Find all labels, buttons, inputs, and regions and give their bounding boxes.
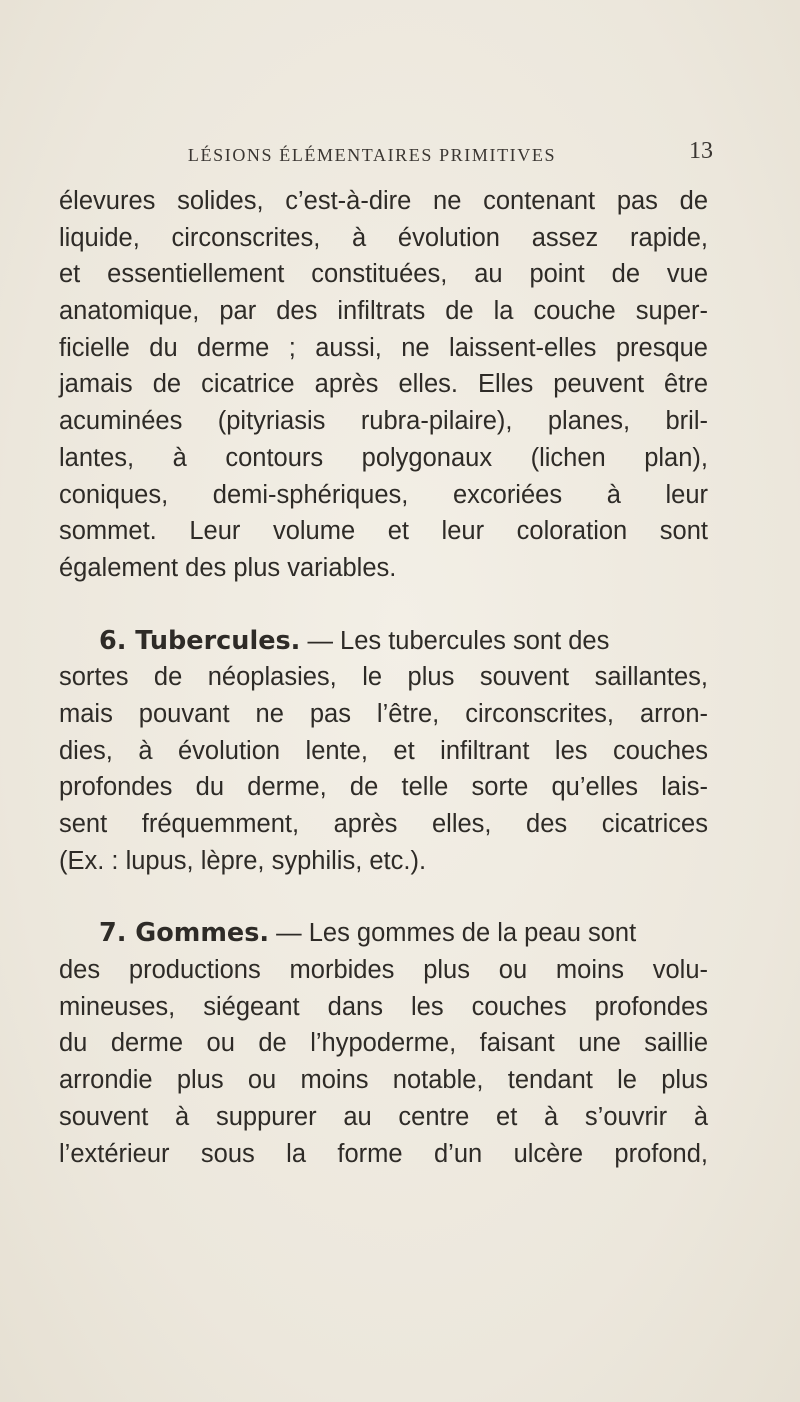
text-line: jamais de cicatrice après elles. Elles peuvent être bbox=[59, 370, 708, 399]
section-tubercules bbox=[59, 623, 708, 880]
text-line: profondes du derme, de telle sorte qu’elles lais- bbox=[59, 773, 708, 802]
section-heading: 7. Gommes. bbox=[99, 918, 270, 949]
body-text bbox=[59, 183, 708, 1172]
text-line: ficielle du derme ; aussi, ne laissent-elles presque bbox=[59, 333, 708, 362]
text-line: liquide, circonscrites, à évolution assez rapide, bbox=[59, 223, 708, 252]
section-heading: 6. Tubercules. bbox=[99, 625, 301, 656]
text-line: mineuses, siégeant dans les couches profondes bbox=[59, 992, 708, 1021]
text-line: du derme ou de l’hypoderme, faisant une saillie bbox=[59, 1029, 708, 1058]
text-line: élevures solides, c’est-à-dire ne contenant pas de bbox=[59, 187, 708, 215]
text-line: anatomique, par des infiltrats de la couche super- bbox=[59, 297, 708, 326]
page-number: 13 bbox=[689, 138, 713, 164]
section-gommes bbox=[59, 915, 708, 1172]
text-line: et essentiellement constituées, au point de vue bbox=[59, 260, 708, 289]
text-line: des productions morbides plus ou moins volu- bbox=[59, 956, 708, 985]
section-first-line bbox=[59, 623, 708, 660]
text-line: également des plus variables. bbox=[59, 553, 397, 582]
section-first-line-text: — Les gommes de la peau sont bbox=[269, 919, 637, 948]
text-line: acuminées (pityriasis rubra-pilaire), planes, bril- bbox=[59, 407, 708, 436]
text-line: lantes, à contours polygonaux (lichen plan), bbox=[59, 443, 708, 472]
paragraph-gap bbox=[59, 587, 708, 623]
text-line: sent fréquemment, après elles, des cicatrices bbox=[59, 810, 708, 838]
text-line: arrondie plus ou moins notable, tendant le plus bbox=[59, 1066, 708, 1095]
text-line: sommet. Leur volume et leur coloration sont bbox=[59, 517, 708, 546]
running-title: LÉSIONS ÉLÉMENTAIRES PRIMITIVES bbox=[187, 145, 557, 165]
text-line: dies, à évolution lente, et infiltrant les couches bbox=[59, 736, 708, 765]
text-line: souvent à suppurer au centre et à s’ouvrir à bbox=[59, 1102, 708, 1131]
paragraph-gap bbox=[59, 879, 708, 915]
section-first-line bbox=[59, 915, 708, 952]
paragraph-continuation bbox=[59, 183, 708, 587]
text-line: mais pouvant ne pas l’être, circonscrites, arron- bbox=[59, 699, 708, 728]
text-line: sortes de néoplasies, le plus souvent saillantes, bbox=[59, 663, 708, 692]
text-line: coniques, demi-sphériques, excoriées à leur bbox=[59, 480, 708, 509]
text-line: (Ex. : lupus, lèpre, syphilis, etc.). bbox=[59, 846, 427, 875]
section-first-line-text: — Les tubercules sont des bbox=[300, 626, 610, 655]
text-line: l’extérieur sous la forme d’un ulcère profond, bbox=[59, 1139, 708, 1168]
